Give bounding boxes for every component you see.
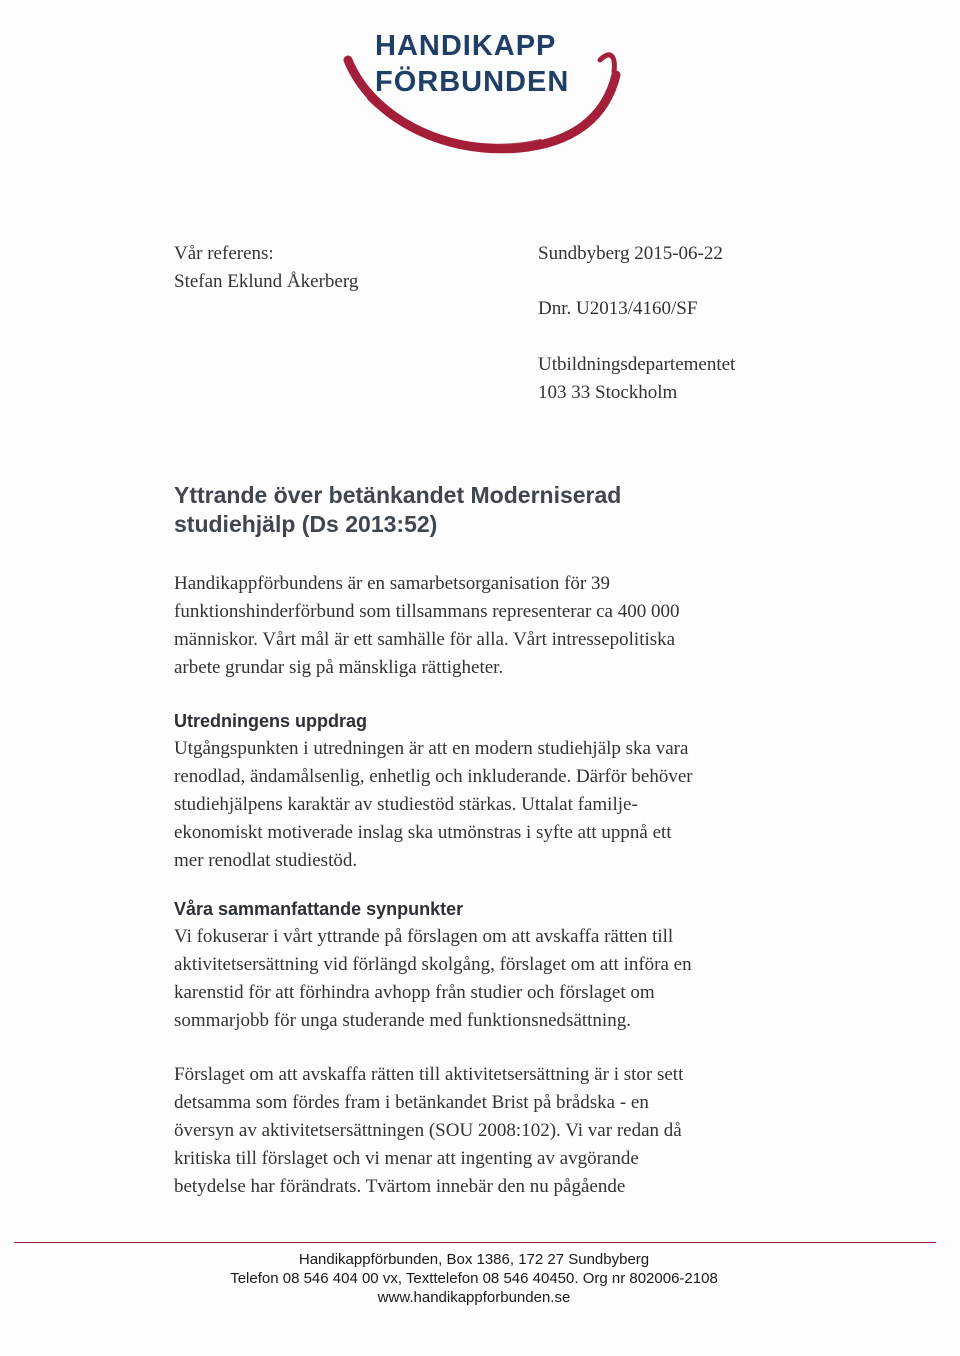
footer-contact: Telefon 08 546 404 00 vx, Texttelefon 08 546 40450. Org nr 802006-2108 bbox=[230, 1270, 718, 1287]
logo-line-1: HANDIKAPP bbox=[375, 30, 557, 62]
diary-number: Dnr. U2013/4160/SF bbox=[538, 298, 698, 319]
forslag-paragraph bbox=[174, 1061, 774, 1201]
text-line: Utgångspunkten i utredningen är att en modern studiehjälp ska vara bbox=[174, 738, 689, 759]
text-line: sommarjobb för unga studerande med funktionsnedsättning. bbox=[174, 1010, 631, 1031]
text-line: renodlad, ändamålsenlig, enhetlig och inkluderande. Därför behöver bbox=[174, 766, 693, 787]
document-title bbox=[174, 481, 734, 539]
logo-line-2: FÖRBUNDEN bbox=[375, 66, 570, 98]
text-line: detsamma som fördes fram i betänkandet Brist på brådska - en bbox=[174, 1092, 649, 1113]
reference-label: Vår referens: bbox=[174, 243, 274, 264]
text-line: karenstid för att förhindra avhopp från studier och förslaget om bbox=[174, 982, 655, 1003]
footer-divider bbox=[14, 1242, 936, 1243]
section-heading-synpunkter: Våra sammanfattande synpunkter bbox=[174, 899, 464, 919]
recipient-name: Utbildningsdepartementet bbox=[538, 354, 736, 375]
recipient-address: 103 33 Stockholm bbox=[538, 382, 678, 403]
text-line: människor. Vårt mål är ett samhälle för alla. Vårt intressepolitiska bbox=[174, 629, 676, 650]
section-heading-uppdrag: Utredningens uppdrag bbox=[174, 711, 367, 731]
text-line: studiehjälpens karaktär av studiestöd stärkas. Uttalat familje- bbox=[174, 794, 638, 815]
title-line: studiehjälp (Ds 2013:52) bbox=[174, 511, 438, 537]
handikappforbunden-logo bbox=[330, 20, 630, 170]
text-line: Förslaget om att avskaffa rätten till aktivitetsersättning är i stor sett bbox=[174, 1064, 684, 1085]
intro-paragraph bbox=[174, 570, 764, 682]
text-line: Vi fokuserar i vårt yttrande på förslagen om att avskaffa rätten till bbox=[174, 926, 674, 947]
text-line: arbete grundar sig på mänskliga rättigheter. bbox=[174, 657, 504, 678]
footer bbox=[0, 1250, 948, 1307]
footer-website: www.handikappforbunden.se bbox=[377, 1289, 571, 1306]
synpunkter-paragraph bbox=[174, 923, 774, 1035]
text-line: funktionshinderförbund som tillsammans representerar ca 400 000 bbox=[174, 601, 680, 622]
text-line: översyn av aktivitetsersättningen (SOU 2008:102). Vi var redan då bbox=[174, 1120, 682, 1141]
text-line: aktivitetsersättning vid förlängd skolgång, förslaget om att införa en bbox=[174, 954, 692, 975]
footer-address: Handikappförbunden, Box 1386, 172 27 Sundbyberg bbox=[298, 1251, 650, 1268]
uppdrag-paragraph bbox=[174, 735, 774, 875]
place-date: Sundbyberg 2015-06-22 bbox=[538, 243, 723, 264]
reference-name: Stefan Eklund Åkerberg bbox=[174, 271, 359, 292]
text-line: ekonomiskt motiverade inslag ska utmönstras i syfte att uppnå ett bbox=[174, 822, 672, 843]
text-line: Handikappförbundens är en samarbetsorganisation för 39 bbox=[174, 573, 610, 594]
text-line: betydelse har förändrats. Tvärtom innebär den nu pågående bbox=[174, 1176, 626, 1197]
title-line: Yttrande över betänkandet Moderniserad bbox=[174, 482, 622, 508]
text-line: kritiska till förslaget och vi menar att ingenting av avgörande bbox=[174, 1148, 639, 1169]
text-line: mer renodlat studiestöd. bbox=[174, 850, 358, 871]
